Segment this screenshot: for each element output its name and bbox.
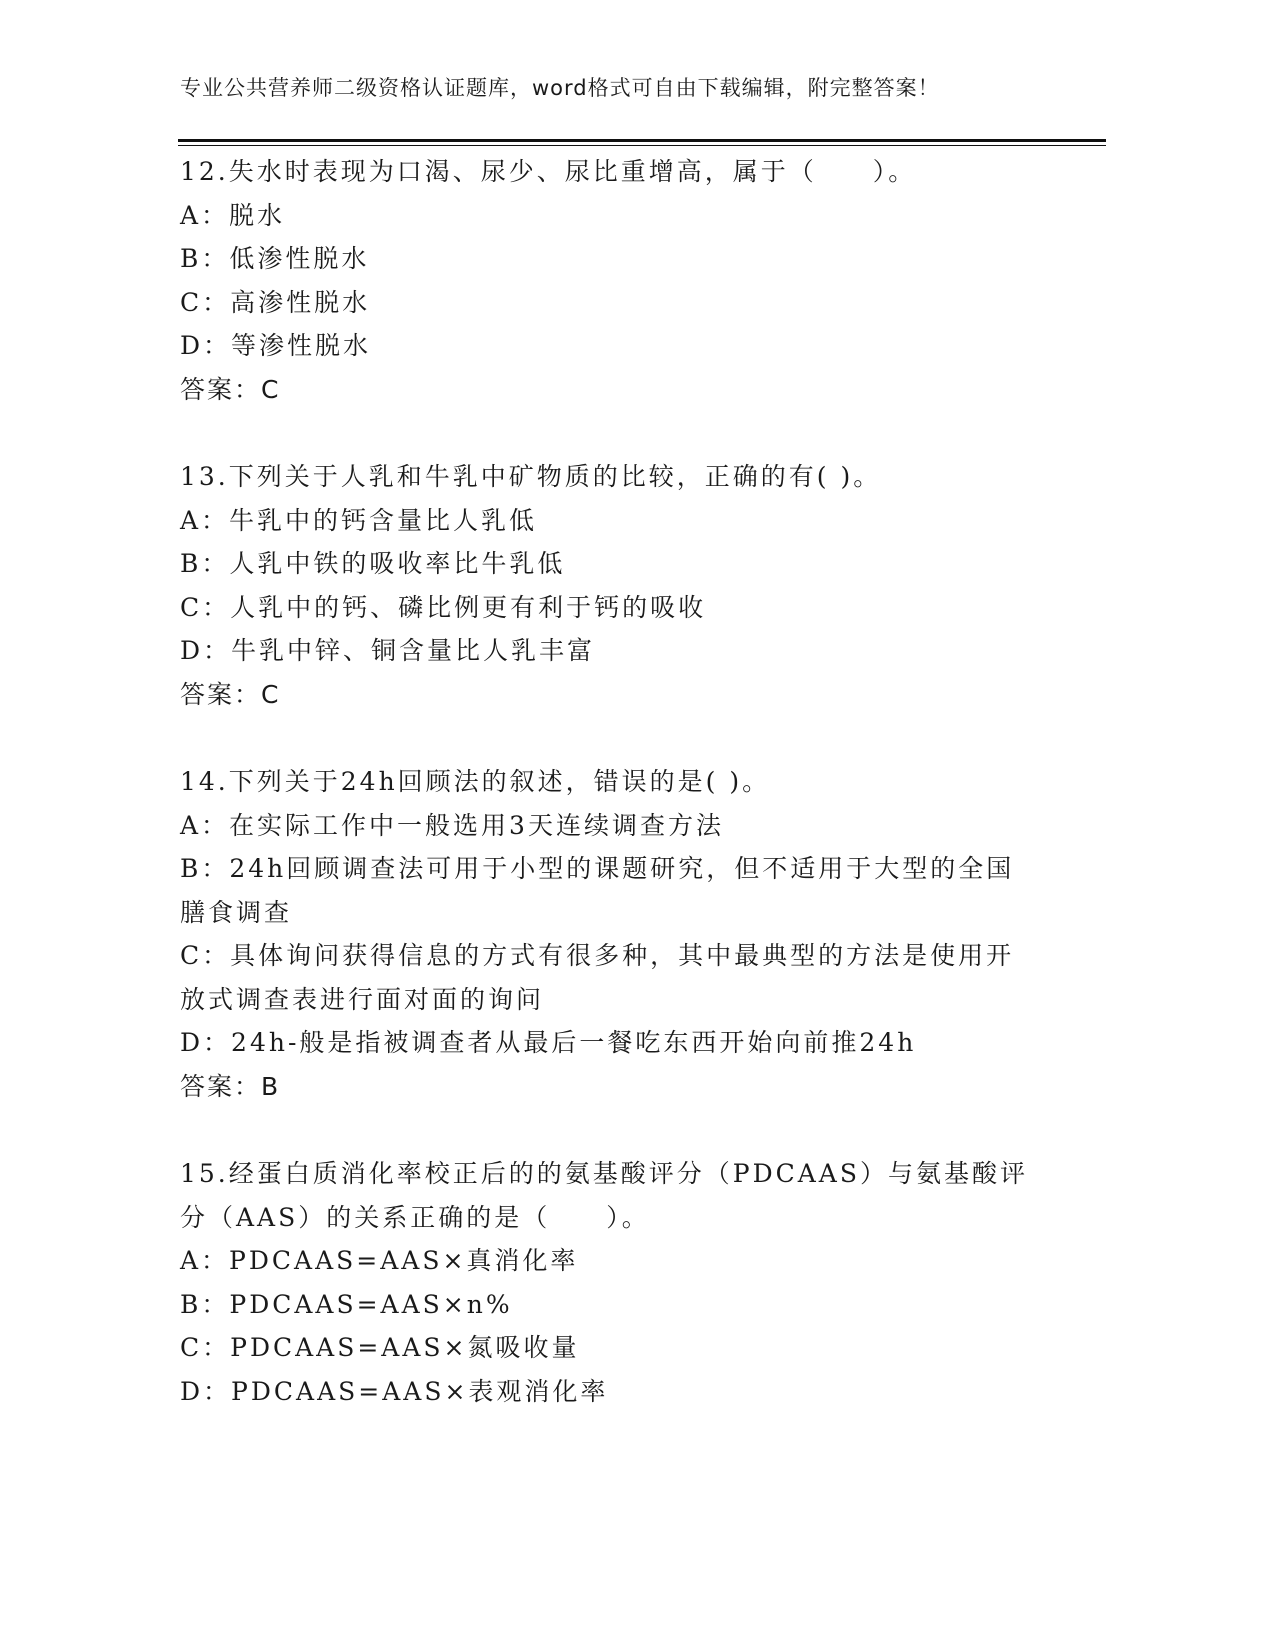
question-15 (180, 1152, 1030, 1413)
answer-line: 答案：C (180, 679, 281, 709)
option-d: D：PDCAAS=AAS×表观消化率 (180, 1376, 609, 1406)
header-divider-thick (178, 139, 1106, 142)
answer-line: 答案：C (180, 374, 281, 404)
option-d: D：等渗性脱水 (180, 331, 372, 360)
question-stem: 12.失水时表现为口渴、尿少、尿比重增高，属于（ ）。 (180, 157, 917, 186)
question-stem: 13.下列关于人乳和牛乳中矿物质的比较，正确的有( )。 (180, 462, 882, 491)
option-c: C：PDCAAS=AAS×氮吸收量 (180, 1333, 580, 1362)
option-b: B：低渗性脱水 (180, 244, 370, 273)
option-c: C：具体询问获得信息的方式有很多种，其中最典型的方法是使用开放式调查表进行面对面的询问 (180, 941, 1015, 1014)
question-12 (180, 150, 1030, 411)
answer-line: 答案：B (180, 1071, 281, 1101)
option-b: B：PDCAAS=AAS×n% (180, 1289, 513, 1319)
option-a: A：PDCAAS=AAS×真消化率 (180, 1246, 579, 1275)
question-14 (180, 760, 1030, 1108)
header-divider-thin (178, 145, 1106, 146)
option-b: B：24h回顾调查法可用于小型的课题研究，但不适用于大型的全国膳食调查 (180, 854, 1015, 927)
option-d: D：24h-般是指被调查者从最后一餐吃东西开始向前推24h (180, 1028, 917, 1057)
option-c: C：人乳中的钙、磷比例更有利于钙的吸收 (180, 592, 707, 622)
question-stem: 15.经蛋白质消化率校正后的的氨基酸评分（PDCAAS）与氨基酸评分（AAS）的关系正确的是（ ）。 (180, 1159, 1028, 1232)
question-stem: 14.下列关于24h回顾法的叙述，错误的是( )。 (180, 767, 771, 796)
option-d: D：牛乳中锌、铜含量比人乳丰富 (180, 636, 596, 665)
option-a: A：在实际工作中一般选用3天连续调查方法 (180, 810, 724, 840)
option-b: B：人乳中铁的吸收率比牛乳低 (180, 549, 566, 578)
page-header: 专业公共营养师二级资格认证题库，word格式可自由下载编辑，附完整答案！ (180, 76, 940, 100)
question-list (180, 150, 1030, 1457)
option-a: A：牛乳中的钙含量比人乳低 (180, 505, 538, 535)
option-a: A：脱水 (180, 200, 286, 230)
option-c: C：高渗性脱水 (180, 287, 371, 317)
question-13 (180, 455, 1030, 716)
